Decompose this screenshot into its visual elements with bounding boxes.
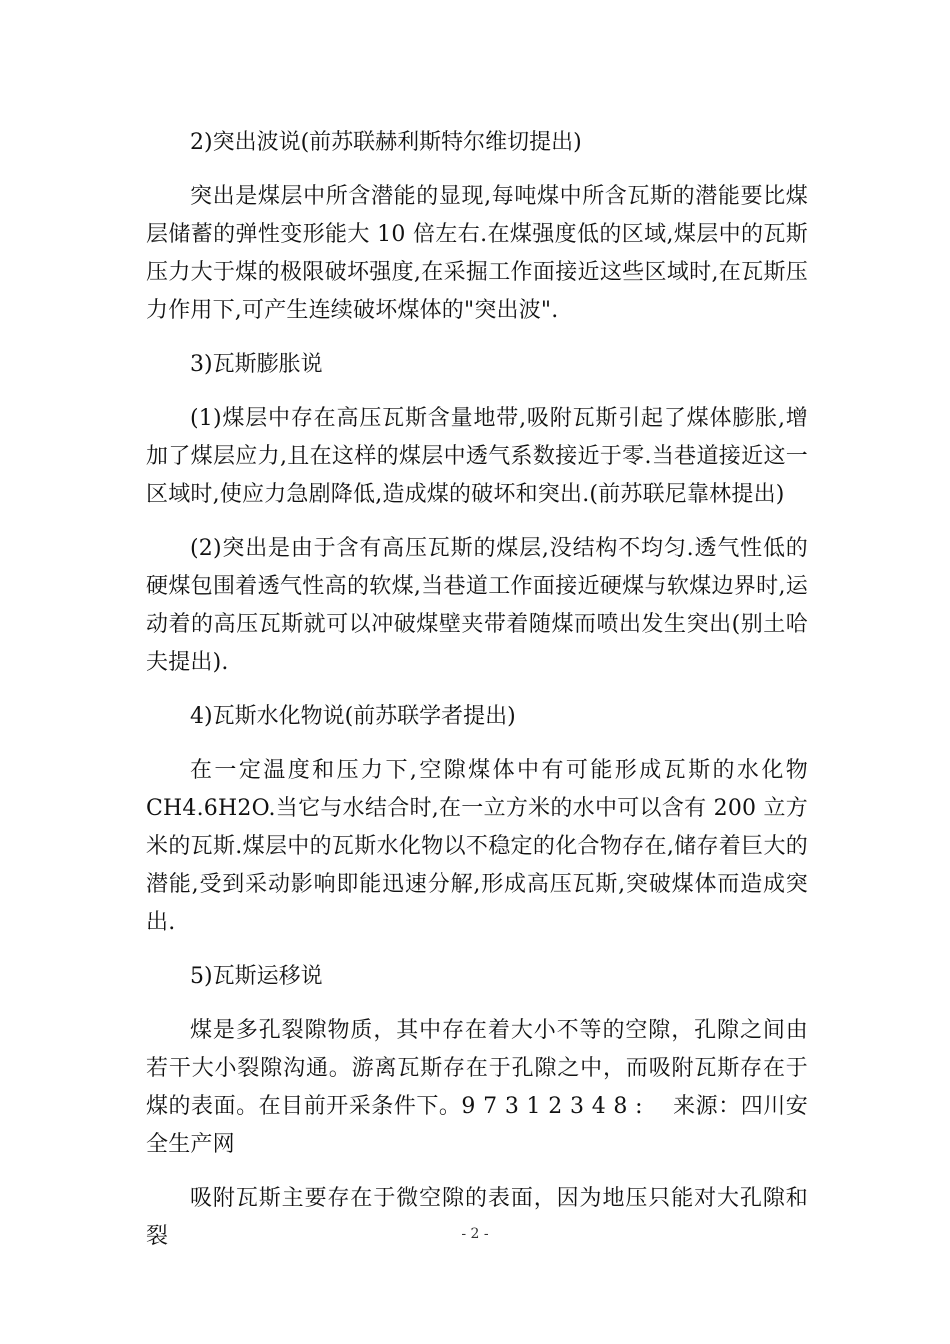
page-number: - 2 -: [461, 1226, 489, 1242]
section-heading-gas-migration: 5)瓦斯运移说: [190, 964, 323, 989]
paragraph-gas-expansion-1: (1)煤层中存在高压瓦斯含量地带,吸附瓦斯引起了煤体膨胀,增加了煤层应力,且在这样的煤层中透气系数接近于零.当巷道接近这一区域时,使应力急剧降低,造成煤的破坏和突出.(前苏联尼靠林提出): [146, 406, 808, 507]
section-heading-gas-expansion: 3)瓦斯膨胀说: [190, 352, 323, 377]
paragraph-gas-hydrate: 在一定温度和压力下,空隙煤体中有可能形成瓦斯的水化物 CH4.6H2O.当它与水结合时,在一立方米的水中可以含有 200 立方米的瓦斯.煤层中的瓦斯水化物以不稳定的化合物存在,储存着巨大的潜能,受到采动影响即能迅速分解,形成高压瓦斯,突破煤体而造成突出.: [146, 758, 808, 935]
paragraph-gas-migration-2: 吸附瓦斯主要存在于微空隙的表面，因为地压只能对大孔隙和裂: [146, 1186, 808, 1249]
paragraph-gas-expansion-2: (2)突出是由于含有高压瓦斯的煤层,没结构不均匀.透气性低的硬煤包围着透气性高的软煤,当巷道工作面接近硬煤与软煤边界时,运动着的高压瓦斯就可以冲破煤壁夹带着随煤而喷出发生突出(别土哈夫提出).: [146, 536, 808, 675]
section-heading-gas-hydrate: 4)瓦斯水化物说(前苏联学者提出): [190, 704, 516, 729]
section-heading-outburst-wave: 2)突出波说(前苏联赫利斯特尔维切提出): [190, 130, 582, 155]
paragraph-outburst-wave: 突出是煤层中所含潜能的显现,每吨煤中所含瓦斯的潜能要比煤层储蓄的弹性变形能大 10 倍左右.在煤强度低的区域,煤层中的瓦斯压力大于煤的极限破坏强度,在采掘工作面接近这些区域时,在瓦斯压力作用下,可产生连续破坏煤体的"突出波".: [146, 184, 808, 323]
paragraph-gas-migration-1: 煤是多孔裂隙物质，其中存在着大小不等的空隙，孔隙之间由若干大小裂隙沟通。游离瓦斯存在于孔隙之中，而吸附瓦斯存在于煤的表面。在目前开采条件下。9 7 3 1 2 3 4 8 : 来源：四川安全生产网: [146, 1018, 808, 1157]
body-text: [146, 124, 808, 1256]
